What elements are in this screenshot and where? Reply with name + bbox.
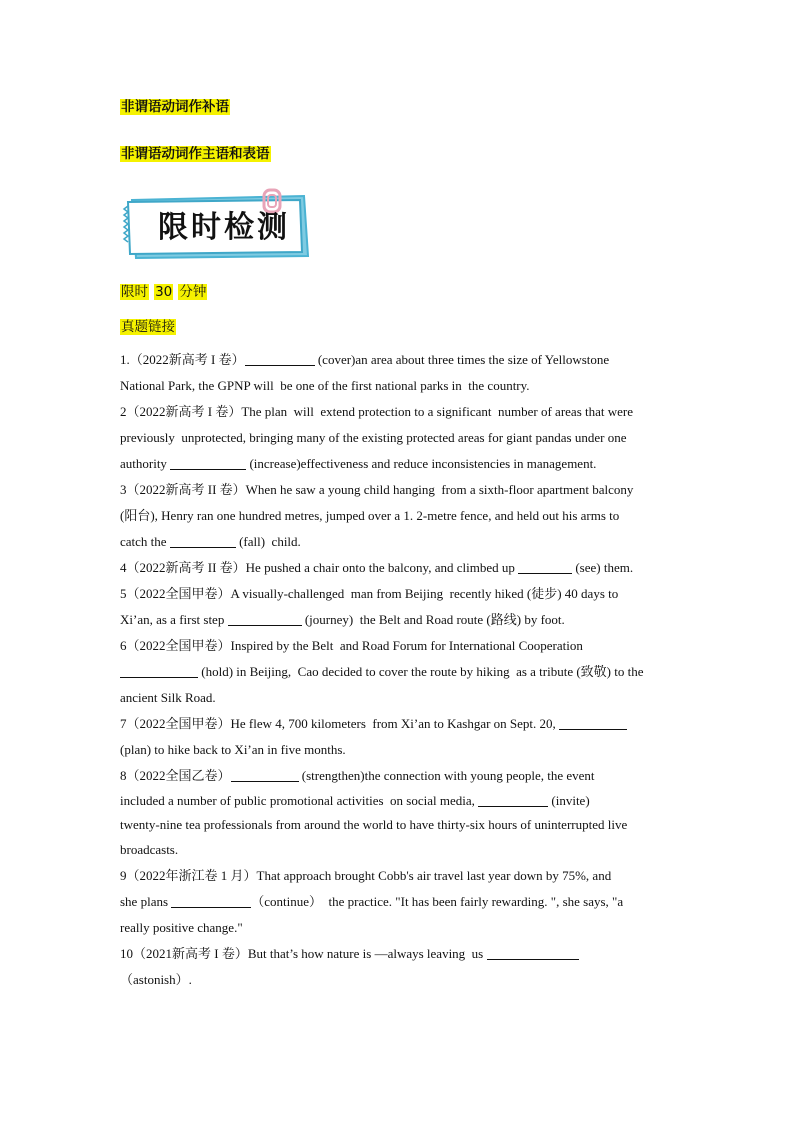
answer-blank[interactable] [170,454,246,470]
question-item [120,763,680,863]
question-text: Xi’an, as a first step [120,612,228,627]
question-item [120,347,680,399]
question-line [120,633,680,659]
question-text: 7（2022全国甲卷）He flew 4, 700 kilometers from Xi’an to Kashgar on Sept. 20, [120,716,560,731]
section-title [120,315,176,335]
question-line [120,503,680,529]
question-text: included a number of public promotional activities on social media, [120,793,479,808]
answer-blank[interactable] [170,532,236,548]
question-item [120,581,680,633]
question-line [120,967,680,993]
answer-blank[interactable] [487,944,579,960]
question-text: (hold) in Beijing, Cao decided to cover the route by hiking as a tribute (致敬) to the [198,664,644,679]
question-text: 1.（2022新高考 I 卷） [120,352,245,367]
question-text: 2（2022新高考 I 卷）The plan will extend protection to a significant number of areas that were [120,404,633,419]
time-limit-prefix: 限时 [121,284,148,300]
question-item [120,941,680,993]
question-line [120,529,680,555]
question-item [120,477,680,555]
question-line [120,659,680,685]
section-title-text: 真题链接 [121,319,175,335]
question-text: catch the [120,534,170,549]
question-line [120,425,680,451]
answer-blank[interactable] [518,558,572,574]
question-text: previously unprotected, bringing many of the existing protected areas for giant pandas under one [120,430,627,445]
question-text: she plans [120,894,172,909]
question-text: authority [120,456,171,471]
question-line [120,813,680,837]
question-text: (cover)an area about three times the size of Yellowstone [314,352,610,367]
question-line [120,477,680,503]
question-line [120,863,680,889]
heading-subject-predicative [120,142,271,162]
question-item [120,633,680,711]
question-item [120,711,680,763]
answer-blank[interactable] [478,791,548,807]
question-text: (plan) to hike back to Xi’an in five months. [120,742,346,757]
time-limit-minutes: 30 [155,284,173,300]
question-line [120,941,680,967]
heading-text: 非谓语动词作主语和表语 [121,146,270,162]
time-limit [120,280,207,300]
question-line [120,451,680,477]
answer-blank[interactable] [559,714,627,730]
question-line [120,837,680,863]
answer-blank[interactable] [120,662,198,678]
question-text: (invite) [548,793,590,808]
question-text: (see) them. [572,560,634,575]
question-item [120,399,680,477]
question-text: 6（2022全国甲卷）Inspired by the Belt and Road Forum for International Cooperation [120,638,583,653]
question-text: （astonish）. [120,972,192,987]
question-text: twenty-nine tea professionals from around the world to have thirty-six hours of uninterrupted live [120,817,628,832]
heading-text: 非谓语动词作补语 [121,99,229,115]
question-line [120,581,680,607]
question-text: (fall) child. [235,534,301,549]
question-line [120,399,680,425]
question-text: (increase)effectiveness and reduce inconsistencies in management. [246,456,597,471]
question-line [120,711,680,737]
banner-title: 限时检测 [158,210,290,245]
question-text: 5（2022全国甲卷）A visually-challenged man from Beijing recently hiked (徒步) 40 days to [120,586,619,601]
question-text: broadcasts. [120,842,179,857]
answer-blank[interactable] [245,350,315,366]
question-text: 3（2022新高考 II 卷）When he saw a young child hanging from a sixth-floor apartment balcony [120,482,634,497]
answer-blank[interactable] [231,766,299,782]
question-text: National Park, the GPNP will be one of the first national parks in the country. [120,378,530,393]
question-line [120,789,680,813]
question-text: (journey) the Belt and Road route (路线) by foot. [301,612,565,627]
question-text: 10（2021新高考 I 卷）But that’s how nature is —always leaving us [120,946,487,961]
question-item [120,555,680,581]
question-line [120,763,680,789]
question-line [120,915,680,941]
heading-complement [120,95,230,115]
question-text: 9（2022年浙江卷 1 月）That approach brought Cobb's air travel last year down by 75%, and [120,868,612,883]
question-item [120,863,680,941]
question-text: 8（2022全国乙卷） [120,768,231,783]
question-line [120,685,680,711]
question-text: （continue） the practice. "It has been fairly rewarding. ", she says, "a [251,894,624,909]
question-line [120,607,680,633]
answer-blank[interactable] [171,892,251,908]
time-limit-suffix: 分钟 [179,284,207,300]
question-line [120,373,680,399]
question-text: really positive change." [120,920,243,935]
question-line [120,889,680,915]
question-text: ancient Silk Road. [120,690,216,705]
question-text: (阳台), Henry ran one hundred metres, jumped over a 1. 2-metre fence, and held out his arms to [120,508,620,523]
question-line [120,347,680,373]
question-line [120,737,680,763]
quiz-banner [118,186,314,262]
question-list [120,347,680,993]
question-text: 4（2022新高考 II 卷）He pushed a chair onto the balcony, and climbed up [120,560,519,575]
answer-blank[interactable] [228,610,302,626]
question-line [120,555,680,581]
question-text: (strengthen)the connection with young people, the event [298,768,595,783]
